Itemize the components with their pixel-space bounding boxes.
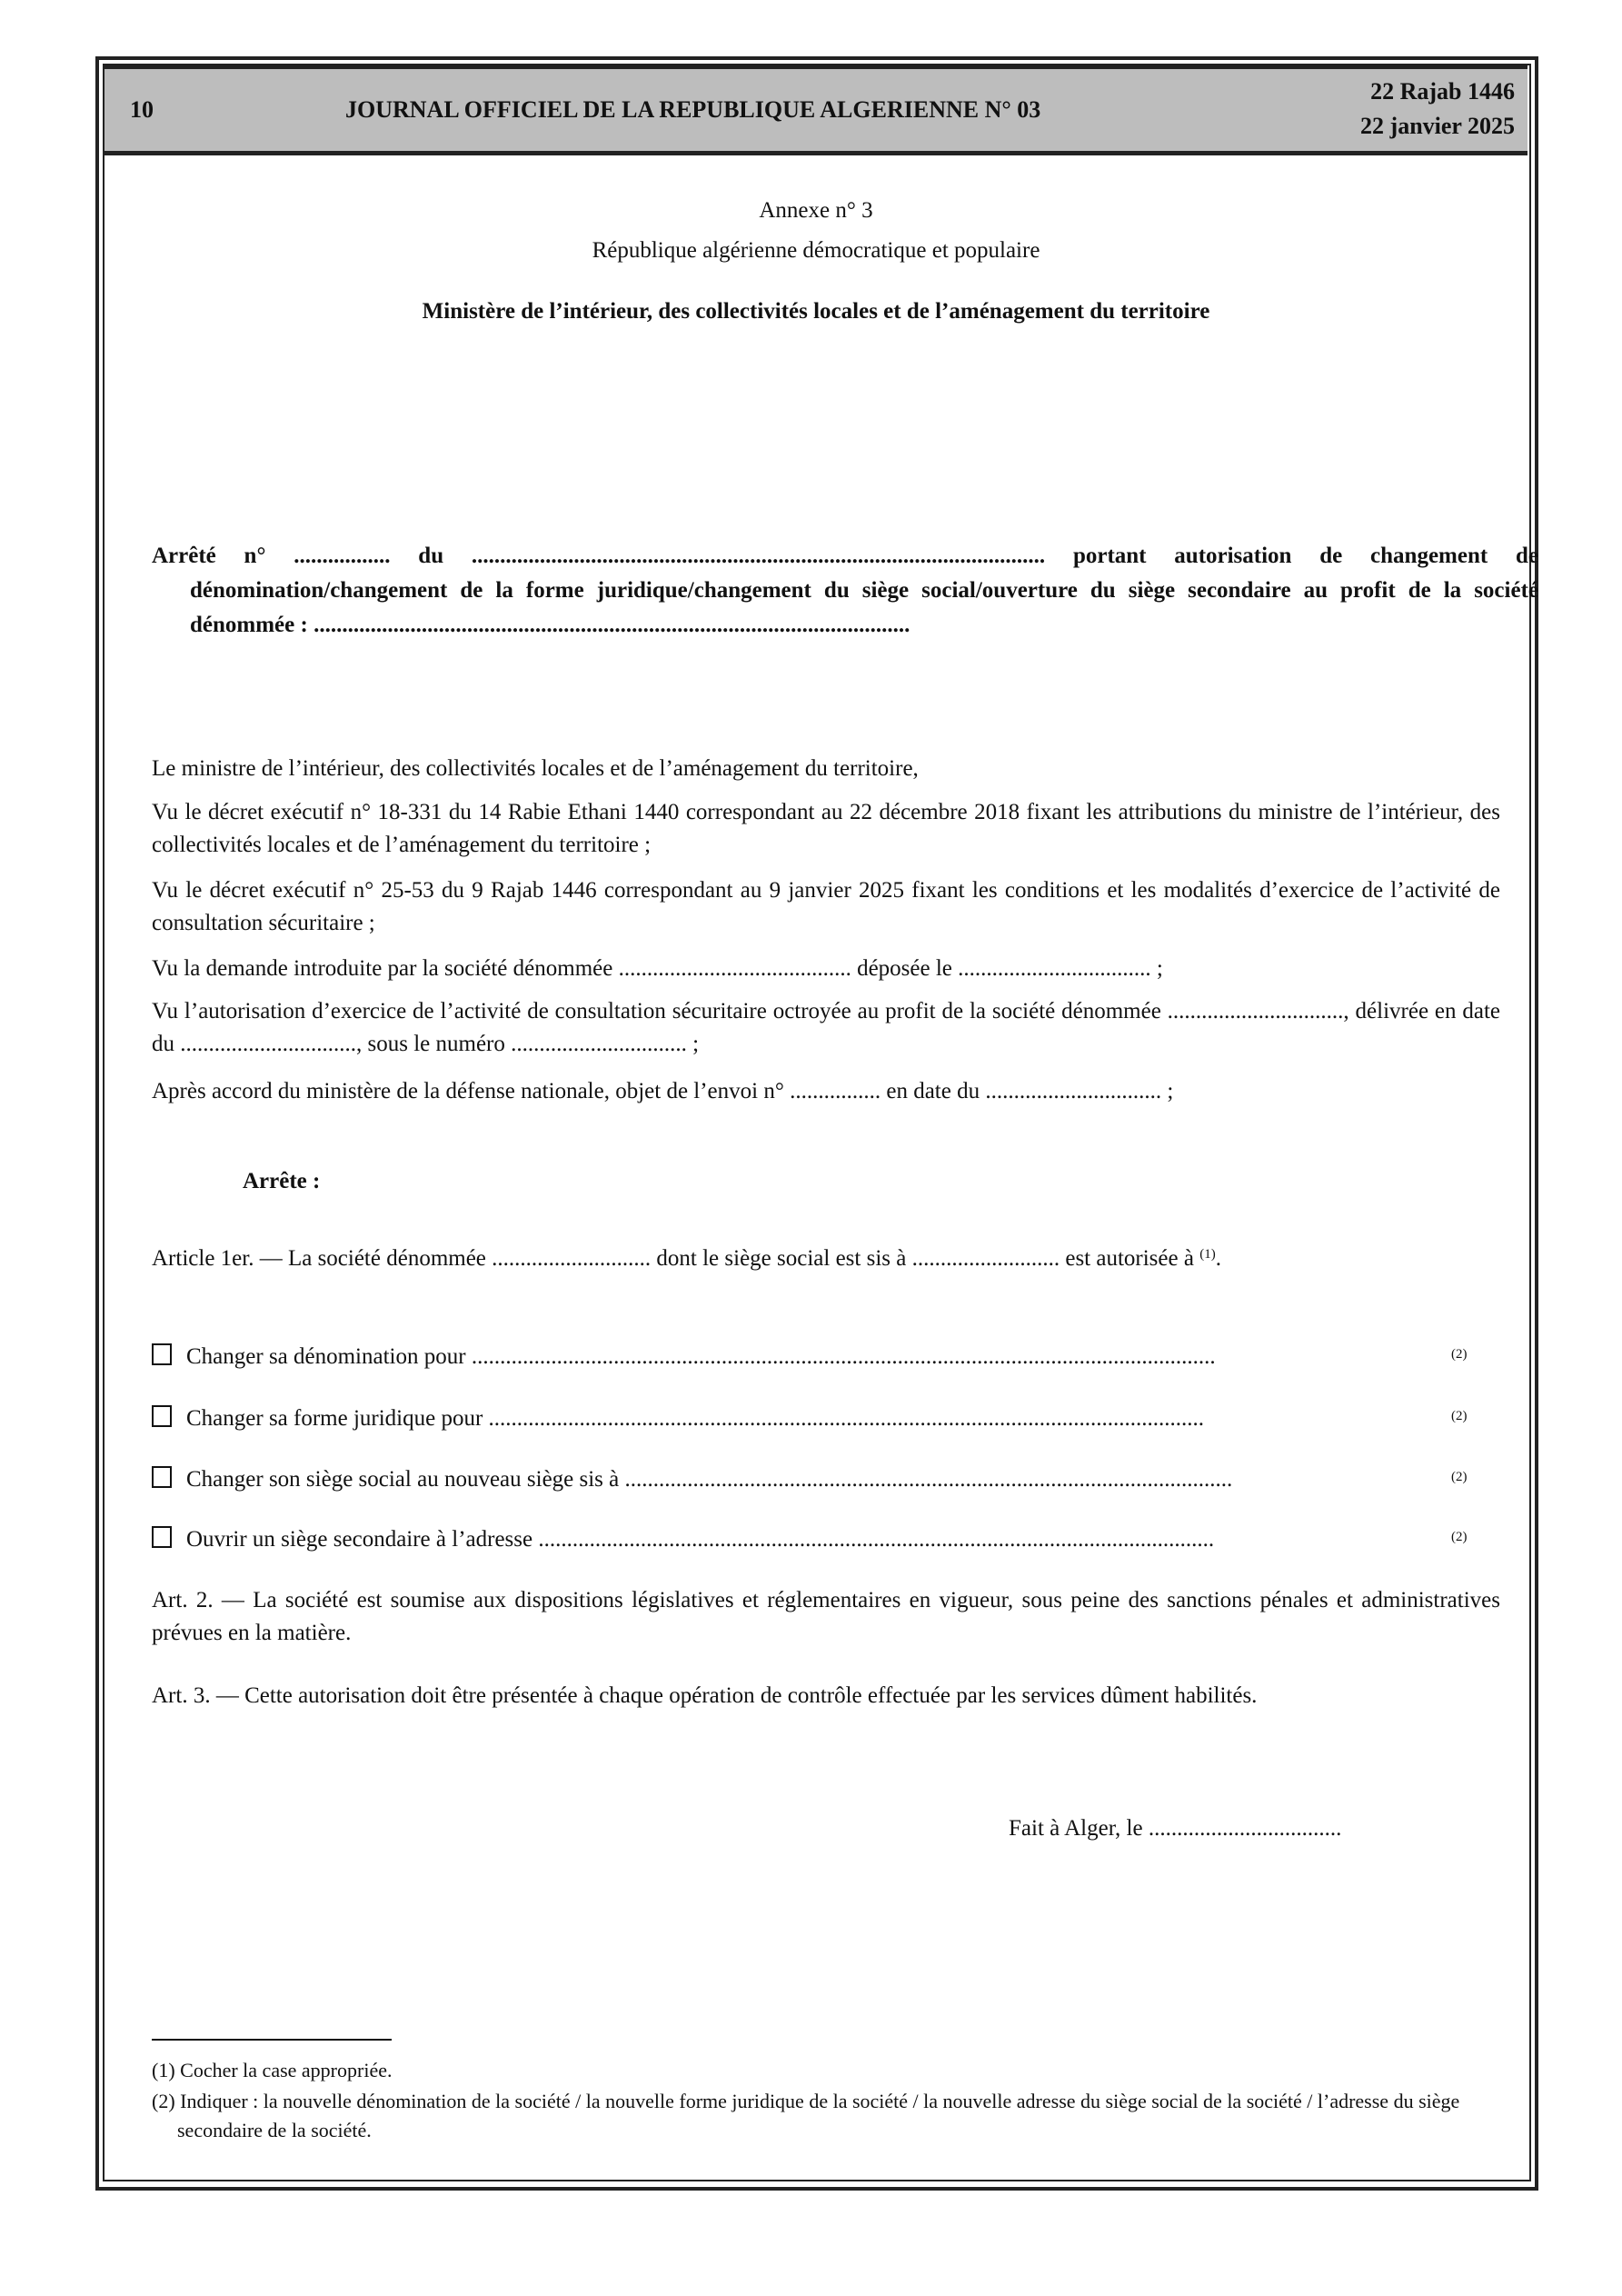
option-legal-form — [152, 1403, 1460, 1435]
republic-name: République algérienne démocratique et populaire — [592, 238, 1040, 263]
paragraph-decree-18-331: Vu le décret exécutif n° 18-331 du 14 Rabie Ethani 1440 correspondant au 22 décembre 2018 fixant les attributions du ministre de l’intérieur, des collectivités locales et de l’aménagement du territoire ; — [152, 800, 1500, 857]
issue-date — [1360, 75, 1515, 144]
option-head-office — [152, 1463, 1460, 1496]
journal-title: JOURNAL OFFICIEL DE LA REPUBLIQUE ALGERIENNE N° 03 — [345, 96, 1041, 123]
footnote-2: (2) Indiquer : la nouvelle dénomination de la société / la nouvelle forme juridique de la société / la nouvelle adresse du siège social de la société / l’adresse du siège secondaire de la société. — [152, 2090, 1460, 2141]
checkbox[interactable] — [152, 1343, 172, 1365]
arrete-heading: Arrête : — [243, 1169, 321, 1193]
option-denomination — [152, 1341, 1460, 1373]
paragraph-minister — [152, 753, 1500, 785]
article-3: Art. 3. — Cette autorisation doit être présentée à chaque opération de contrôle effectuée par les services dûment habilités. — [152, 1683, 1258, 1708]
date-gregorian: 22 janvier 2025 — [1360, 113, 1515, 139]
signature-place-date: Fait à Alger, le .................................. — [1009, 1816, 1342, 1841]
paragraph-defense-agreement: Après accord du ministère de la défense nationale, objet de l’envoi n° ................ en date du ............................... ; — [152, 1079, 1174, 1103]
article-1-text: Article 1er. — La société dénommée ............................ dont le siège social est sis à .......................... est autorisée à — [152, 1246, 1194, 1271]
checkbox[interactable] — [152, 1526, 172, 1548]
ministry-name: Ministère de l’intérieur, des collectivités locales et de l’aménagement du territoire — [422, 299, 1210, 324]
paragraph-authorization: Vu l’autorisation d’exercice de l’activité de consultation sécuritaire octroyée au profit de la société dénommée ..............................., délivrée en date du ..............................., sous le numéro ............................... ; — [152, 999, 1500, 1056]
article-2: Art. 2. — La société est soumise aux dispositions législatives et réglementaires en vigueur, sous peine des sanctions pénales et administratives prévues en la matière. — [152, 1588, 1500, 1645]
footnote-separator — [152, 2039, 392, 2041]
article-1: Article 1er. — La société dénommée ............................ dont le siège social est sis à .......................... est autorisée à $^{(1)}$. — [152, 1246, 1221, 1271]
paragraph-text: Le ministre de l’intérieur, des collectivités locales et de l’aménagement du territoire, — [152, 756, 919, 781]
arrete-title: Arrêté n° ................. du ..................................................................................................... portant autorisation de changement de dénomination/changement de la forme juridique/changement du siège social/ouverture du siège secondaire au profit de la société dénommée : ......................................................................................................... — [152, 544, 1538, 637]
footnote-ref: (2) — [1451, 1530, 1468, 1544]
annex-title: Annexe n° 3 — [759, 198, 873, 223]
footnote-ref: (2) — [1451, 1470, 1468, 1484]
date-hijri: 22 Rajab 1446 — [1370, 78, 1515, 105]
checkbox[interactable] — [152, 1466, 172, 1488]
page-number: 10 — [130, 96, 154, 123]
footnote-1: (1) Cocher la case appropriée. — [152, 2059, 393, 2081]
paragraph-request: Vu la demande introduite par la société dénommée ......................................... déposée le .................................. ; — [152, 956, 1163, 981]
footnote-ref: (2) — [1451, 1347, 1468, 1362]
option-secondary-office — [152, 1523, 1460, 1556]
footnote-ref: (1) — [1199, 1247, 1216, 1262]
footnote-ref: (2) — [1451, 1409, 1468, 1423]
page-inner-border — [103, 64, 1531, 2181]
paragraph-decree-25-53: Vu le décret exécutif n° 25-53 du 9 Rajab 1446 correspondant au 9 janvier 2025 fixant les conditions et les modalités d’exercice de l’activité de consultation sécuritaire ; — [152, 878, 1500, 935]
journal-header — [104, 65, 1527, 155]
option-label: Changer sa forme juridique pour .............................................................................................................................. — [186, 1406, 1205, 1431]
option-label: Changer son siège social au nouveau siège sis à ........................................................................................................... — [186, 1467, 1233, 1492]
checkbox[interactable] — [152, 1405, 172, 1427]
option-label: Changer sa dénomination pour ................................................................................................................................... — [186, 1344, 1216, 1369]
option-label: Ouvrir un siège secondaire à l’adresse ....................................................................................................................... — [186, 1527, 1215, 1552]
